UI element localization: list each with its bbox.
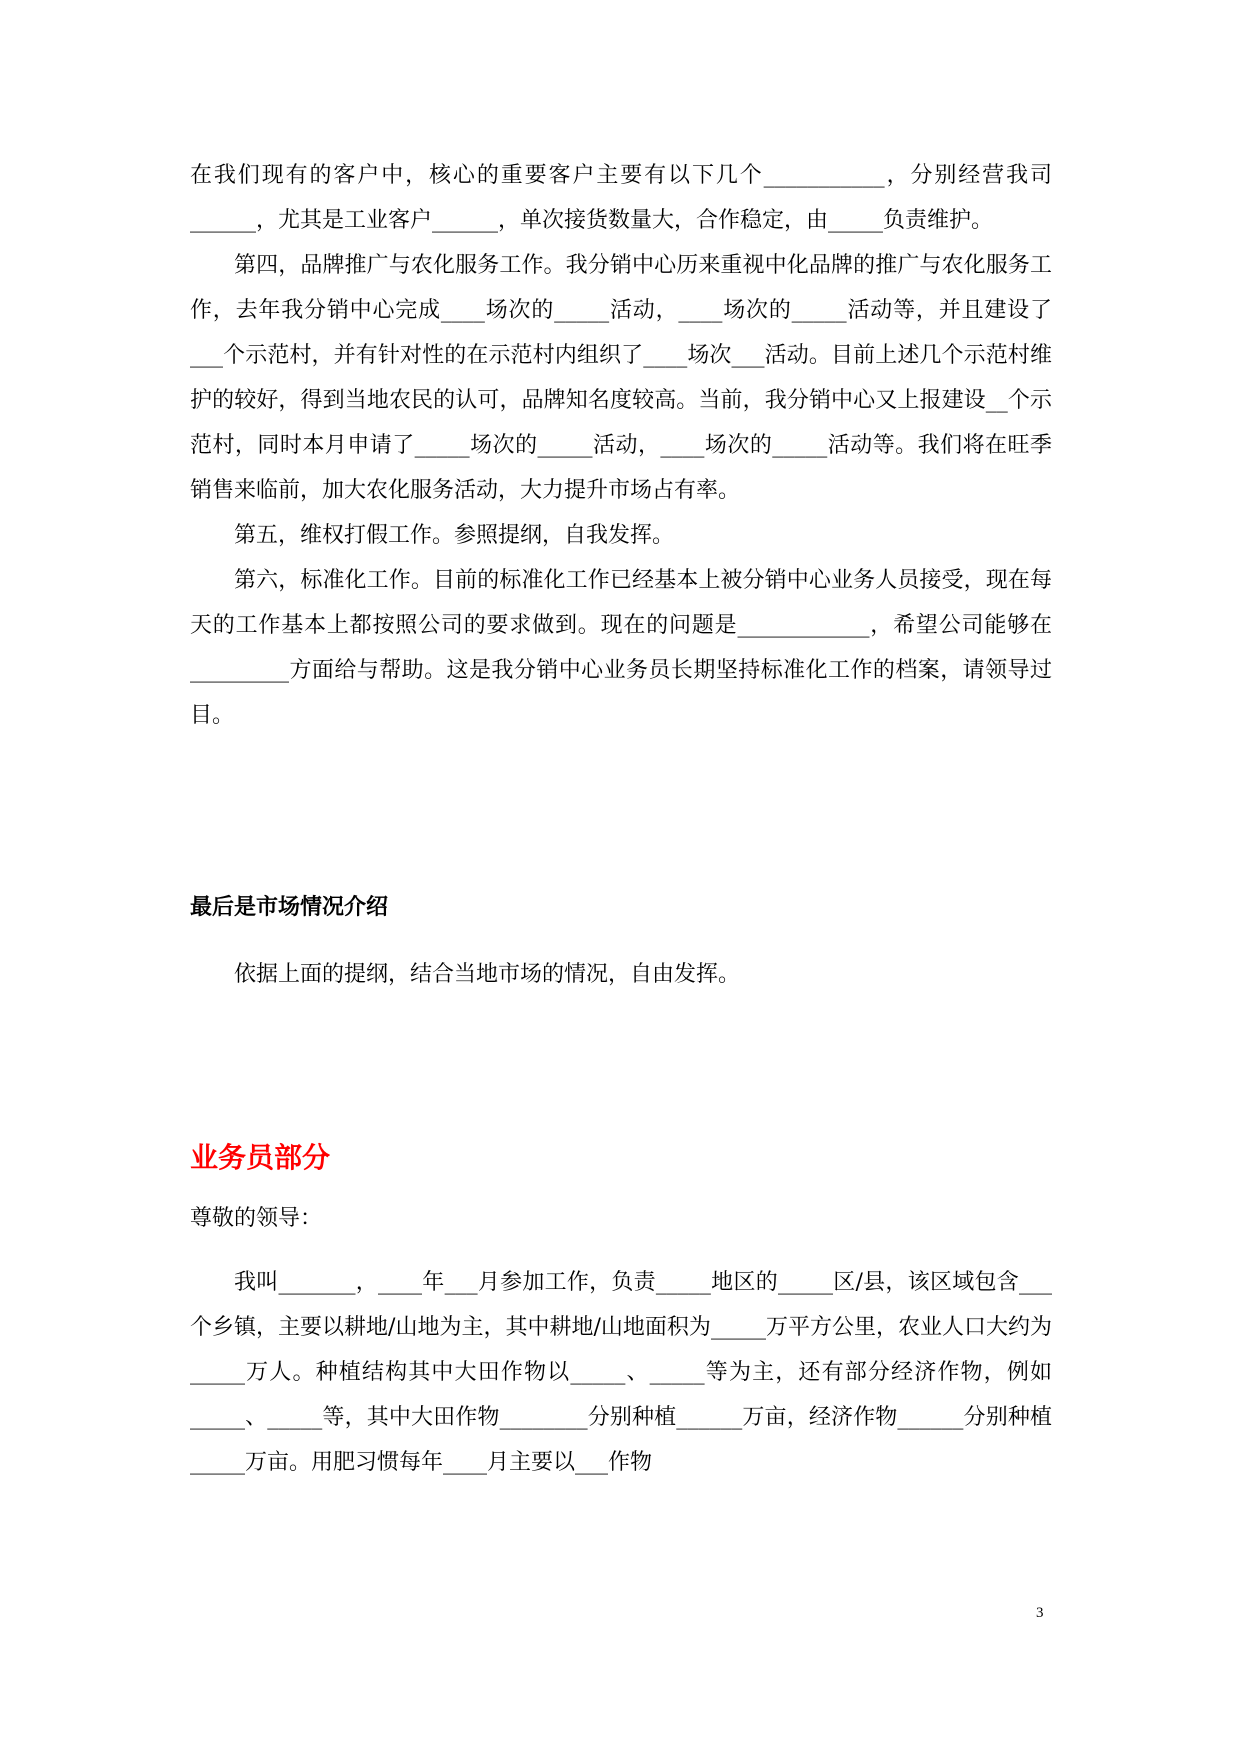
market-heading: 最后是市场情况介绍: [190, 895, 389, 920]
market-paragraph: 依据上面的提纲，结合当地市场的情况，自由发挥。: [234, 962, 741, 987]
paragraph-anti-counterfeit: 第五，维权打假工作。参照提纲，自我发挥。: [234, 523, 675, 548]
paragraph-brand-promotion: 第四，品牌推广与农化服务工作。我分销中心历来重视中化品牌的推广与农化服务工作，去年我分销中心完成____场次的_____活动，____场次的_____活动等，并且建设了___个示范村，并有针对性的在示范村内组织了____场次___活动。目前上述几个示范村维护的较好，得到当地农民的认可，品牌知名度较高。当前，我分销中心又上报建设__个示范村，同时本月申请了_____场次的_____活动，____场次的_____活动等。我们将在旺季销售来临前，加大农化服务活动，大力提升市场占有率。: [190, 253, 1052, 503]
paragraph-standardization: 第六，标准化工作。目前的标准化工作已经基本上被分销中心业务人员接受，现在每天的工作基本上都按照公司的要求做到。现在的问题是____________，希望公司能够在_________方面给与帮助。这是我分销中心业务员长期坚持标准化工作的档案，请领导过目。: [190, 568, 1052, 728]
paragraph-self-introduction: 我叫_______，____年___月参加工作，负责_____地区的_____区/县，该区域包含___个乡镇，主要以耕地/山地为主，其中耕地/山地面积为_____万平方公里，农业人口大约为_____万人。种植结构其中大田作物以_____、_____等为主，还有部分经济作物，例如_____、_____等，其中大田作物________分别种植______万亩，经济作物______分别种植_____万亩。用肥习惯每年____月主要以___作物: [190, 1270, 1052, 1475]
body-text-bottom: [190, 1260, 1052, 1485]
body-text-top: [190, 153, 1052, 738]
section-heading-salesperson: 业务员部分: [190, 1141, 331, 1174]
page-number: 3: [1036, 1605, 1044, 1621]
salutation: 尊敬的领导：: [190, 1206, 323, 1231]
paragraph-key-customers: 在我们现有的客户中，核心的重要客户主要有以下几个___________，分别经营我司______，尤其是工业客户______，单次接货数量大，合作稳定，由_____负责维护。: [190, 163, 1052, 233]
